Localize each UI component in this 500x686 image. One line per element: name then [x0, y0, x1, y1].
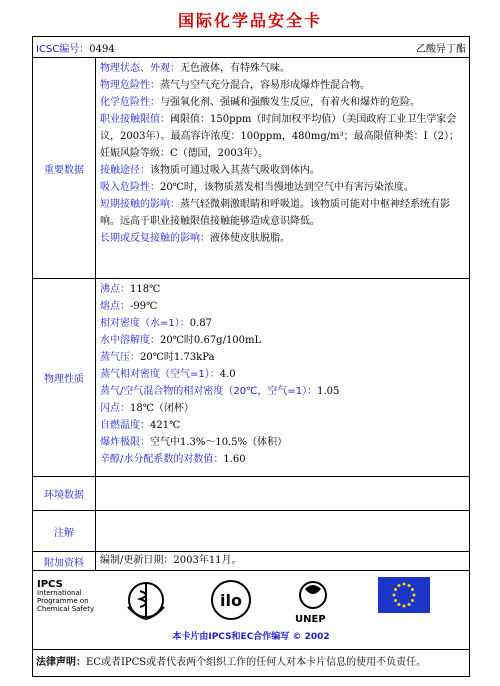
eu-flag-icon: [378, 577, 430, 613]
property-key: 长期或反复接触的影响：: [100, 233, 210, 244]
property-line: [100, 281, 465, 298]
property-key: 职业接触限值：: [100, 114, 170, 125]
property-value: 20℃时0.67g/100mL: [160, 335, 262, 346]
property-line: [100, 298, 465, 315]
property-value: 20℃时1.73kPa: [140, 352, 215, 363]
svg-text:ilo: ilo: [220, 591, 242, 610]
icsc-value: 0494: [89, 43, 115, 55]
property-key: 吸入危险性：: [100, 182, 160, 193]
property-line: [100, 196, 465, 230]
property-line: [100, 366, 465, 383]
property-value: 20℃时，该物质蒸发相当慢地达到空气中有害污染浓度。: [160, 182, 414, 193]
ipcs-abbr: IPCS: [37, 579, 63, 590]
notes-content: [96, 511, 469, 551]
property-line: [100, 179, 465, 196]
property-value: 421℃: [150, 420, 181, 431]
property-key: 爆炸极限：: [100, 437, 150, 448]
icsc-label: ICSC编号：: [36, 43, 90, 55]
property-line: [100, 349, 465, 366]
property-line: [100, 94, 465, 111]
property-value: 1.05: [317, 386, 340, 397]
property-key: 蒸气压：: [100, 352, 140, 363]
property-value: 4.0: [219, 369, 236, 380]
property-line: [100, 111, 465, 162]
property-key: 物理危险性：: [100, 80, 160, 91]
section-label: 重要数据: [33, 58, 96, 278]
icsc-number: [36, 40, 115, 55]
property-line: [100, 332, 465, 349]
property-key: 化学危险性：: [100, 97, 160, 108]
property-value: 无色液体，有特殊气味。: [180, 63, 290, 74]
property-key: 接触途径：: [100, 165, 150, 176]
property-line: [100, 383, 465, 400]
property-line: [100, 315, 465, 332]
who-emblem-icon: [123, 577, 169, 623]
property-key: 短期接触的影响：: [100, 199, 180, 210]
property-line: [100, 162, 465, 179]
property-value: 118℃: [130, 284, 161, 295]
legal-statement: [33, 649, 469, 676]
section-physical: [33, 278, 469, 476]
property-line: [100, 230, 465, 247]
property-value: 液体使皮肤脱脂。: [210, 233, 290, 244]
section-notes: [33, 510, 469, 551]
credit-text: 本卡片由IPCS和EC合作编写 © 2002: [172, 632, 330, 642]
physical-content: [96, 279, 469, 476]
section-label: 环境数据: [33, 477, 96, 510]
property-line: [100, 417, 465, 434]
ilo-emblem-icon: [208, 577, 254, 623]
property-value: 0.87: [189, 318, 213, 329]
important-content: [96, 58, 469, 278]
section-label: 附加资料: [33, 552, 96, 570]
legal-label: 法律声明：: [36, 657, 86, 668]
section-extra: [33, 551, 469, 570]
legal-text: EC或者IPCS或者代表两个组织工作的任何人对本卡片信息的使用不负责任。: [86, 657, 427, 668]
section-label: 注解: [33, 511, 96, 551]
property-value: 阈限值：150ppm（时间加权平均值）（美国政府工业卫生学家会议，2003年）。最高容许浓度：100ppm，480mg/m³；最高限值种类：Ⅰ（2）；妊娠风险等级：C（德国，2003年）。: [100, 114, 459, 159]
property-key: 蒸气/空气混合物的相对密度（20℃，空气=1）：: [100, 386, 318, 397]
property-value: 蒸气与空气充分混合，容易形成爆炸性混合物。: [160, 80, 370, 91]
property-key: 相对密度（水=1）：: [100, 318, 190, 329]
property-value: 18℃（闭杯）: [130, 403, 194, 414]
property-value: 蒸气轻微刺激眼睛和呼吸道。该物质可能对中枢神经系统有影响。远高于职业接触限值接触能够造成意识降低。: [100, 199, 450, 227]
property-line: [100, 60, 465, 77]
property-line: [100, 77, 465, 94]
property-value: 空气中1.3%～10.5%（体积）: [150, 437, 288, 448]
page-title: 国际化学品安全卡: [177, 11, 322, 30]
property-value: 该物质可通过吸入其蒸气吸收到体内。: [150, 165, 320, 176]
property-key: 闪点：: [100, 403, 130, 414]
ipcs-logo: [37, 581, 97, 613]
property-line: [100, 451, 465, 468]
ipcs-name: International Programme on Chemical Safety: [37, 589, 95, 613]
property-value: 1.60: [223, 454, 246, 465]
property-value: 与强氧化剂、强碱和强酸发生反应，有着火和爆炸的危险。: [160, 97, 420, 108]
chemical-name: 乙酸异丁酯: [416, 43, 466, 55]
property-key: 辛醇/水分配系数的对数值：: [100, 454, 224, 465]
section-important: [33, 57, 469, 278]
property-key: 熔点：: [100, 301, 130, 312]
property-line: [100, 434, 465, 451]
property-key: 自燃温度：: [100, 420, 150, 431]
unep-label: UNEP: [295, 614, 326, 625]
env-content: [96, 477, 469, 510]
property-value: -99℃: [130, 301, 158, 312]
icsc-card: [32, 36, 470, 677]
section-env: [33, 476, 469, 510]
extra-content: 编制/更新日期：2003年11月。: [100, 555, 242, 566]
unep-emblem-icon: [291, 577, 335, 617]
property-key: 蒸气相对密度（空气=1）：: [100, 369, 220, 380]
section-label: 物理性质: [33, 279, 96, 476]
property-key: 沸点：: [100, 284, 130, 295]
property-key: 水中溶解度：: [100, 335, 160, 346]
property-key: 物理状态、外观：: [100, 63, 180, 74]
logos-area: [33, 570, 469, 649]
property-line: [100, 400, 465, 417]
card-header: [33, 37, 469, 57]
